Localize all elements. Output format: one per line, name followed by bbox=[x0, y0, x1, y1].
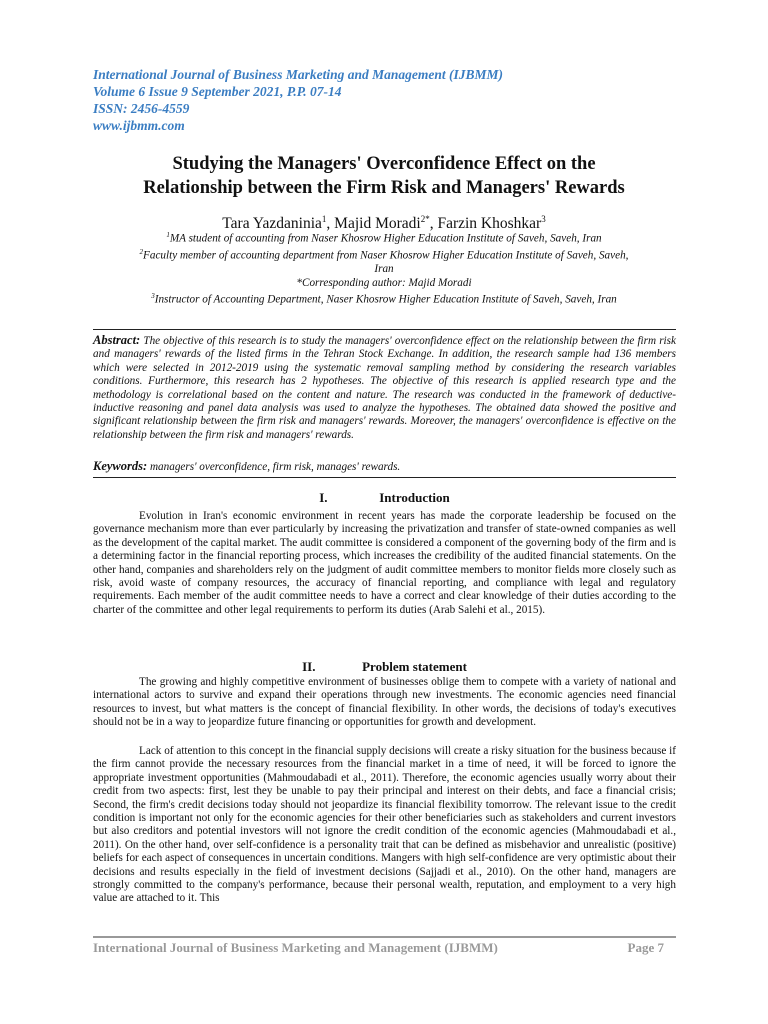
section-title: Introduction bbox=[379, 490, 450, 505]
title-line-1: Studying the Managers' Overconfidence Effect on the bbox=[172, 154, 596, 174]
problem-paragraph-1: The growing and highly competitive environment of businesses oblige them to compete with a variety of national and international actors to survive and expand their operations through new investments. The economic agencies need financial resources to invest, but what matters is the concept of financial flexibility. In other words, the decisions of today's executives should not be in a way to jeopardize future financing or opportunities for growth and development. bbox=[93, 676, 676, 729]
title-line-2: Relationship between the Firm Risk and Managers' Rewards bbox=[143, 178, 625, 198]
intro-paragraph: Evolution in Iran's economic environment in recent years has made the corporate leadership be focused on the governance mechanism more than ever particularly by increasing the privatization and transfer of state-owned companies as well as the development of the capital market. The audit committee is considered a component of the governing body of the firm and is a determining factor in the financial reporting process, which increases the credibility of the audited financial statements. On the other hand, companies and shareholders rely on the judgment of audit committee members to monitor fields more closely such as risk, avoid waste of company resources, the accuracy of financial reporting, and compliance with legal and regulatory requirements. Each member of the audit committee needs to have a correct and clear knowledge of their duties according to the charter of the committee and other legal requirements to perform its duties (Arab Salehi et al., 2015). bbox=[93, 510, 676, 616]
footer-divider bbox=[93, 936, 676, 938]
section-number: II. bbox=[302, 659, 316, 674]
footer-journal-name: International Journal of Business Marketing and Management (IJBMM) bbox=[93, 940, 498, 955]
corresponding-author: *Corresponding author: Majid Moradi bbox=[296, 276, 472, 289]
abstract-text: The objective of this research is to study the managers' overconfidence effect on the relationship between the firm risk and managers' rewards of the listed firms in the Tehran Stock Exchange. In addition, the research sample had 136 members which were selected in 2012-2019 using the systematic removal sampling method by considering the research variables conditions. Furthermore, this research has 2 hypotheses. The objective of this research is applied research type and the methodology is correlational based on the content and nature. The research was conducted in the framework of deductive-inductive reasoning and panel data analysis was used to analyze the hypotheses. The obtained data showed the positive and significant relationship between the firm risk and managers' rewards. Moreover, the managers' overconfidence is effective on the relationship between the firm risk and managers' rewards. bbox=[93, 335, 676, 441]
volume-line: Volume 6 Issue 9 September 2021, P.P. 07-14 bbox=[93, 84, 342, 99]
author-sup: 1 bbox=[321, 214, 327, 224]
divider-top bbox=[93, 329, 676, 330]
affiliation-2-cont: Iran bbox=[374, 263, 394, 276]
author-separator: , bbox=[326, 215, 335, 233]
page-number: Page 7 bbox=[627, 940, 664, 955]
section-title: Problem statement bbox=[362, 659, 467, 674]
affiliation-2 bbox=[96, 246, 672, 263]
affiliation-sup: 1 bbox=[166, 231, 170, 239]
author-sup: 3 bbox=[541, 214, 546, 224]
journal-website-link[interactable]: www.ijbmm.com bbox=[93, 118, 185, 133]
author-sup: 2* bbox=[420, 214, 430, 224]
affiliation-sup: 2 bbox=[139, 248, 144, 257]
problem-paragraph-2: Lack of attention to this concept in the financial supply decisions will create a risky situation for the business because if the firm cannot provide the necessary resources from the financial market in a time of need, it will be forced to ignore the appropriate investment opportunities (Mahmoudabadi et al., 2011). Therefore, the economic agencies usually worry about their credit from two aspects: first, lest they be unable to pay their principal and interest on their debts, and face a financial crisis; Second, the firm's credit decisions today should not jeopardize its financial flexibility tomorrow. The relevant issue to the credit condition is important not only for the economic agencies for their other beneficiaries such as stakeholders and current investors but also creditors and potential investors will not ignore the credit condition of the economic agencies (Mahmoudabadi et al., 2011). On the other hand, over self-confidence is a personality trait that can be defined as misbehavior and unrealistic (positive) beliefs for each aspect of consequences in uncertain conditions. Mangers with high self-confidence are very optimistic about their decisions and results especially in the field of investment decisions (Sajjadi et al., 2010). On the other hand, managers are strongly committed to the company's performance, because their personal wealth, reputation, and employment to a very high value are attached to it. This bbox=[93, 745, 676, 905]
author-name: Tara Yazdaninia bbox=[222, 215, 322, 233]
journal-name: International Journal of Business Marketing and Management (IJBMM) bbox=[93, 67, 503, 82]
author-name: Majid Moradi bbox=[334, 215, 421, 233]
author-name: Farzin Khoshkar bbox=[437, 215, 542, 233]
page-footer bbox=[93, 940, 676, 956]
journal-header bbox=[93, 66, 693, 134]
keywords-label: Keywords: bbox=[93, 459, 148, 473]
section-number: I. bbox=[319, 490, 328, 505]
keywords bbox=[93, 459, 676, 474]
section-heading-introduction bbox=[93, 490, 676, 506]
affiliation-3 bbox=[96, 290, 672, 307]
affiliation-text: Instructor of Accounting Department, Naser Khosrow Higher Education Institute of Saveh, Saveh, Iran bbox=[154, 293, 617, 306]
section-heading-problem-statement bbox=[93, 659, 676, 675]
affiliation-sup: 3 bbox=[151, 292, 155, 301]
abstract-label: Abstract: bbox=[93, 333, 141, 347]
abstract bbox=[93, 334, 676, 442]
affiliation-text: Faculty member of accounting department from Naser Khosrow Higher Education Institute of Saveh, Saveh, bbox=[143, 249, 629, 262]
issn: ISSN: 2456-4559 bbox=[93, 101, 190, 116]
divider-bottom bbox=[93, 477, 676, 478]
affiliation-text: MA student of accounting from Naser Khosrow Higher Education Institute of Saveh, Saveh, Iran bbox=[169, 232, 602, 245]
affiliations bbox=[96, 229, 672, 307]
affiliation-1 bbox=[96, 229, 672, 246]
author-separator: , bbox=[429, 215, 438, 233]
paper-title bbox=[92, 152, 676, 200]
keywords-text: managers' overconfidence, firm risk, manages' rewards. bbox=[149, 461, 401, 473]
